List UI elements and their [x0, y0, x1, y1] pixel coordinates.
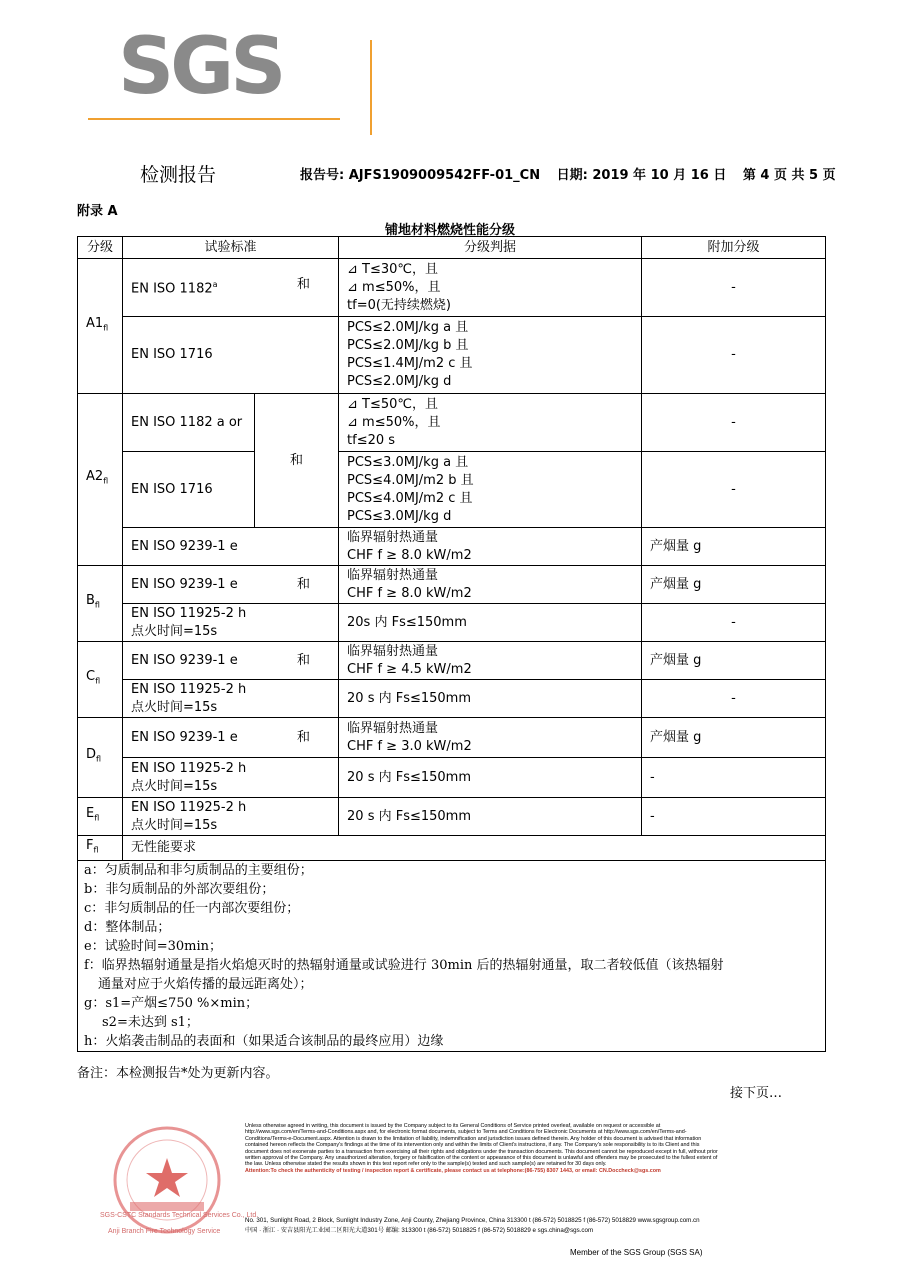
std-cell: EN ISO 11925-2 h 点火时间=15s	[123, 758, 339, 798]
table-row	[78, 758, 826, 798]
col-class: 分级	[78, 237, 123, 259]
note-c: c：非匀质制品的任一内部次要组份；	[84, 901, 300, 916]
std-cell: EN ISO 1182 a or	[123, 394, 255, 452]
table-row	[78, 394, 826, 452]
table-row	[78, 836, 826, 861]
address-cn: 中国 · 浙江 · 安吉县阳光工业园二区阳光大道301号 邮编: 313300 t (86-572) 5018825 f (86-572) 5018829 e sgs.china@sgs.com	[245, 1227, 594, 1234]
note-f-cont: 通量对应于火焰传播的最远距离处）；	[98, 977, 313, 992]
additional-cell: 产烟量 g	[642, 528, 826, 566]
table-row	[78, 680, 826, 718]
address-block	[245, 1216, 725, 1236]
report-date: 日期: 2019 年 10 月 16 日	[556, 168, 727, 183]
logo-vrule	[370, 40, 372, 135]
class-f: $F_{fl}$	[78, 836, 123, 861]
criteria-cell: 临界辐射热通量 CHF f ≥ 3.0 kW/m2	[339, 718, 642, 758]
criteria-cell: 临界辐射热通量 CHF f ≥ 4.5 kW/m2	[339, 642, 642, 680]
no-requirement-cell: 无性能要求	[123, 836, 826, 861]
member-label: Member of the SGS Group (SGS SA)	[570, 1248, 703, 1257]
class-e: $E_{fl}$	[78, 798, 123, 836]
table-row	[78, 452, 826, 528]
table-row	[78, 604, 826, 642]
page-number: 第 4 页 共 5 页	[742, 168, 836, 183]
class-d: $D_{fl}$	[78, 718, 123, 798]
table-row	[78, 317, 826, 394]
and-cell: 和	[255, 394, 339, 528]
criteria-cell: 20 s 内 Fs≤150mm	[339, 758, 642, 798]
table-row	[78, 566, 826, 604]
class-a2: $A2_{fl}$	[78, 394, 123, 566]
criteria-cell: 20 s 内 Fs≤150mm	[339, 680, 642, 718]
note-e: e：试验时间=30min；	[84, 939, 222, 954]
additional-cell: 产烟量 g	[642, 718, 826, 758]
class-c: $C_{fl}$	[78, 642, 123, 718]
additional-cell: -	[642, 452, 826, 528]
std-cell: EN ISO 1182$^a$ 和	[123, 259, 339, 317]
std-cell: EN ISO 11925-2 h 点火时间=15s	[123, 798, 339, 836]
std-cell: EN ISO 9239-1 e	[123, 528, 339, 566]
note-b: b：非匀质制品的外部次要组份；	[84, 882, 275, 897]
criteria-cell: 临界辐射热通量 CHF f ≥ 8.0 kW/m2	[339, 566, 642, 604]
note-d: d：整体制品；	[84, 920, 171, 935]
header-info	[300, 164, 848, 183]
additional-cell: -	[642, 680, 826, 718]
report-title: 检测报告	[140, 164, 217, 186]
table-header-row	[78, 237, 826, 259]
criteria-cell: 20s 内 Fs≤150mm	[339, 604, 642, 642]
footnotes	[78, 861, 826, 1052]
logo-rule	[88, 118, 340, 120]
std-cell: EN ISO 11925-2 h 点火时间=15s	[123, 604, 339, 642]
criteria-cell: ⊿ T≤30℃，且 ⊿ m≤50%，且 tf=0(无持续燃烧)	[339, 259, 642, 317]
additional-cell: -	[642, 394, 826, 452]
table-title: 铺地材料燃烧性能分级	[384, 223, 515, 238]
criteria-cell: 20 s 内 Fs≤150mm	[339, 798, 642, 836]
class-a1: $A1_{fl}$	[78, 259, 123, 394]
authenticity-note: Attention:To check the authenticity of testing / inspection report & certificate, please contact us at telephone:(86-755) 8307 1443, or email: CN.Doccheck@sgs.com	[245, 1167, 661, 1174]
std-cell: EN ISO 9239-1 e 和	[123, 566, 339, 604]
stamp-label: SGS-CSTC Standards Technical Services Co., Ltd.	[100, 1212, 259, 1219]
classification-table	[77, 236, 826, 1052]
additional-cell: -	[642, 798, 826, 836]
table-row	[78, 798, 826, 836]
remark: 备注：本检测报告*处为更新内容。	[77, 1066, 279, 1081]
std-cell: EN ISO 9239-1 e 和	[123, 718, 339, 758]
additional-cell: 产烟量 g	[642, 566, 826, 604]
std-cell: EN ISO 1716	[123, 452, 255, 528]
col-standard: 试验标准	[123, 237, 339, 259]
table-row	[78, 642, 826, 680]
sgs-logo	[118, 22, 283, 112]
note-h: h：火焰袭击制品的表面和（如果适合该制品的最终应用）边缘	[84, 1034, 444, 1049]
std-cell: EN ISO 11925-2 h 点火时间=15s	[123, 680, 339, 718]
additional-cell: -	[642, 317, 826, 394]
criteria-cell: PCS≤3.0MJ/kg a 且 PCS≤4.0MJ/m2 b 且 PCS≤4.0MJ/m2 c 且 PCS≤3.0MJ/kg d	[339, 452, 642, 528]
table-row	[78, 259, 826, 317]
additional-cell: -	[642, 758, 826, 798]
note-g: g：s1=产烟≤750 %×min；	[84, 996, 259, 1011]
table-row	[78, 718, 826, 758]
std-cell: EN ISO 9239-1 e 和	[123, 642, 339, 680]
additional-cell: -	[642, 604, 826, 642]
continued-label: 接下页…	[730, 1086, 783, 1101]
note-a: a：匀质制品和非匀质制品的主要组份；	[84, 863, 313, 878]
report-number: 报告号: AJFS1909009542FF-01_CN	[300, 168, 541, 183]
note-f: f：临界热辐射通量是指火焰熄灭时的热辐射通量或试验进行 30min 后的热辐射通量，取二者较低值（该热辐射	[84, 958, 724, 973]
appendix-label: 附录 A	[77, 204, 118, 219]
address-en: No. 301, Sunlight Road, 2 Block, Sunlight Industry Zone, Anji County, Zhejiang Province, China 313300 t (86-572) 5018825 f (86-572) 5018829 www.sgsgroup.com.cn	[245, 1217, 700, 1224]
col-additional: 附加分级	[642, 237, 826, 259]
std-cell: EN ISO 1716	[123, 317, 339, 394]
additional-cell: -	[642, 259, 826, 317]
class-b: $B_{fl}$	[78, 566, 123, 642]
table-row	[78, 528, 826, 566]
note-g-cont: s2=未达到 s1；	[102, 1015, 199, 1030]
additional-cell: 产烟量 g	[642, 642, 826, 680]
criteria-cell: ⊿ T≤50℃，且 ⊿ m≤50%，且 tf≤20 s	[339, 394, 642, 452]
logo-text: SGS	[118, 22, 283, 112]
stamp-label-2: Anji Branch Fire Technology Service	[108, 1228, 221, 1235]
notes-row	[78, 861, 826, 1052]
col-criteria: 分级判据	[339, 237, 642, 259]
criteria-cell: PCS≤2.0MJ/kg a 且 PCS≤2.0MJ/kg b 且 PCS≤1.4MJ/m2 c 且 PCS≤2.0MJ/kg d	[339, 317, 642, 394]
criteria-cell: 临界辐射热通量 CHF f ≥ 8.0 kW/m2	[339, 528, 642, 566]
legal-disclaimer: Unless otherwise agreed in writing, this document is issued by the Company subject to its General Conditions of Service printed overleaf, available on request or accessible at http://www.sgs.com/en/Terms-and-Conditions.aspx and, for electronic format documents, subject to Terms and Conditions for Electronic Documents at http://www.sgs.com/en/Terms-and-Conditions/Terms-e-Document.aspx. Attention is drawn to the limitation of liability, indemnification and jurisdiction issues defined therein. Any holder of this document is advised that information contained hereon reflects the Company's findings at the time of its intervention only and within the limits of Client's instructions, if any. The Company's sole responsibility is to its Client and this document does not exonerate parties to a transaction from exercising all their rights and obligations under the transaction documents. This document cannot be reproduced except in full, without prior written approval of the Company. Any unauthorized alteration, forgery or falsification of the content or appearance of this document is unlawful and offenders may be prosecuted to the fullest extent of the law. Unless otherwise stated the results shown in this test report refer only to the sample(s) tested and such sample(s) are retained for 30 days only. Attention:To check the authenticity of testing / inspection report & certificate, please contact us at telephone:(86-755) 8307 1443, or email: CN.Doccheck@sgs.com	[245, 1123, 720, 1174]
